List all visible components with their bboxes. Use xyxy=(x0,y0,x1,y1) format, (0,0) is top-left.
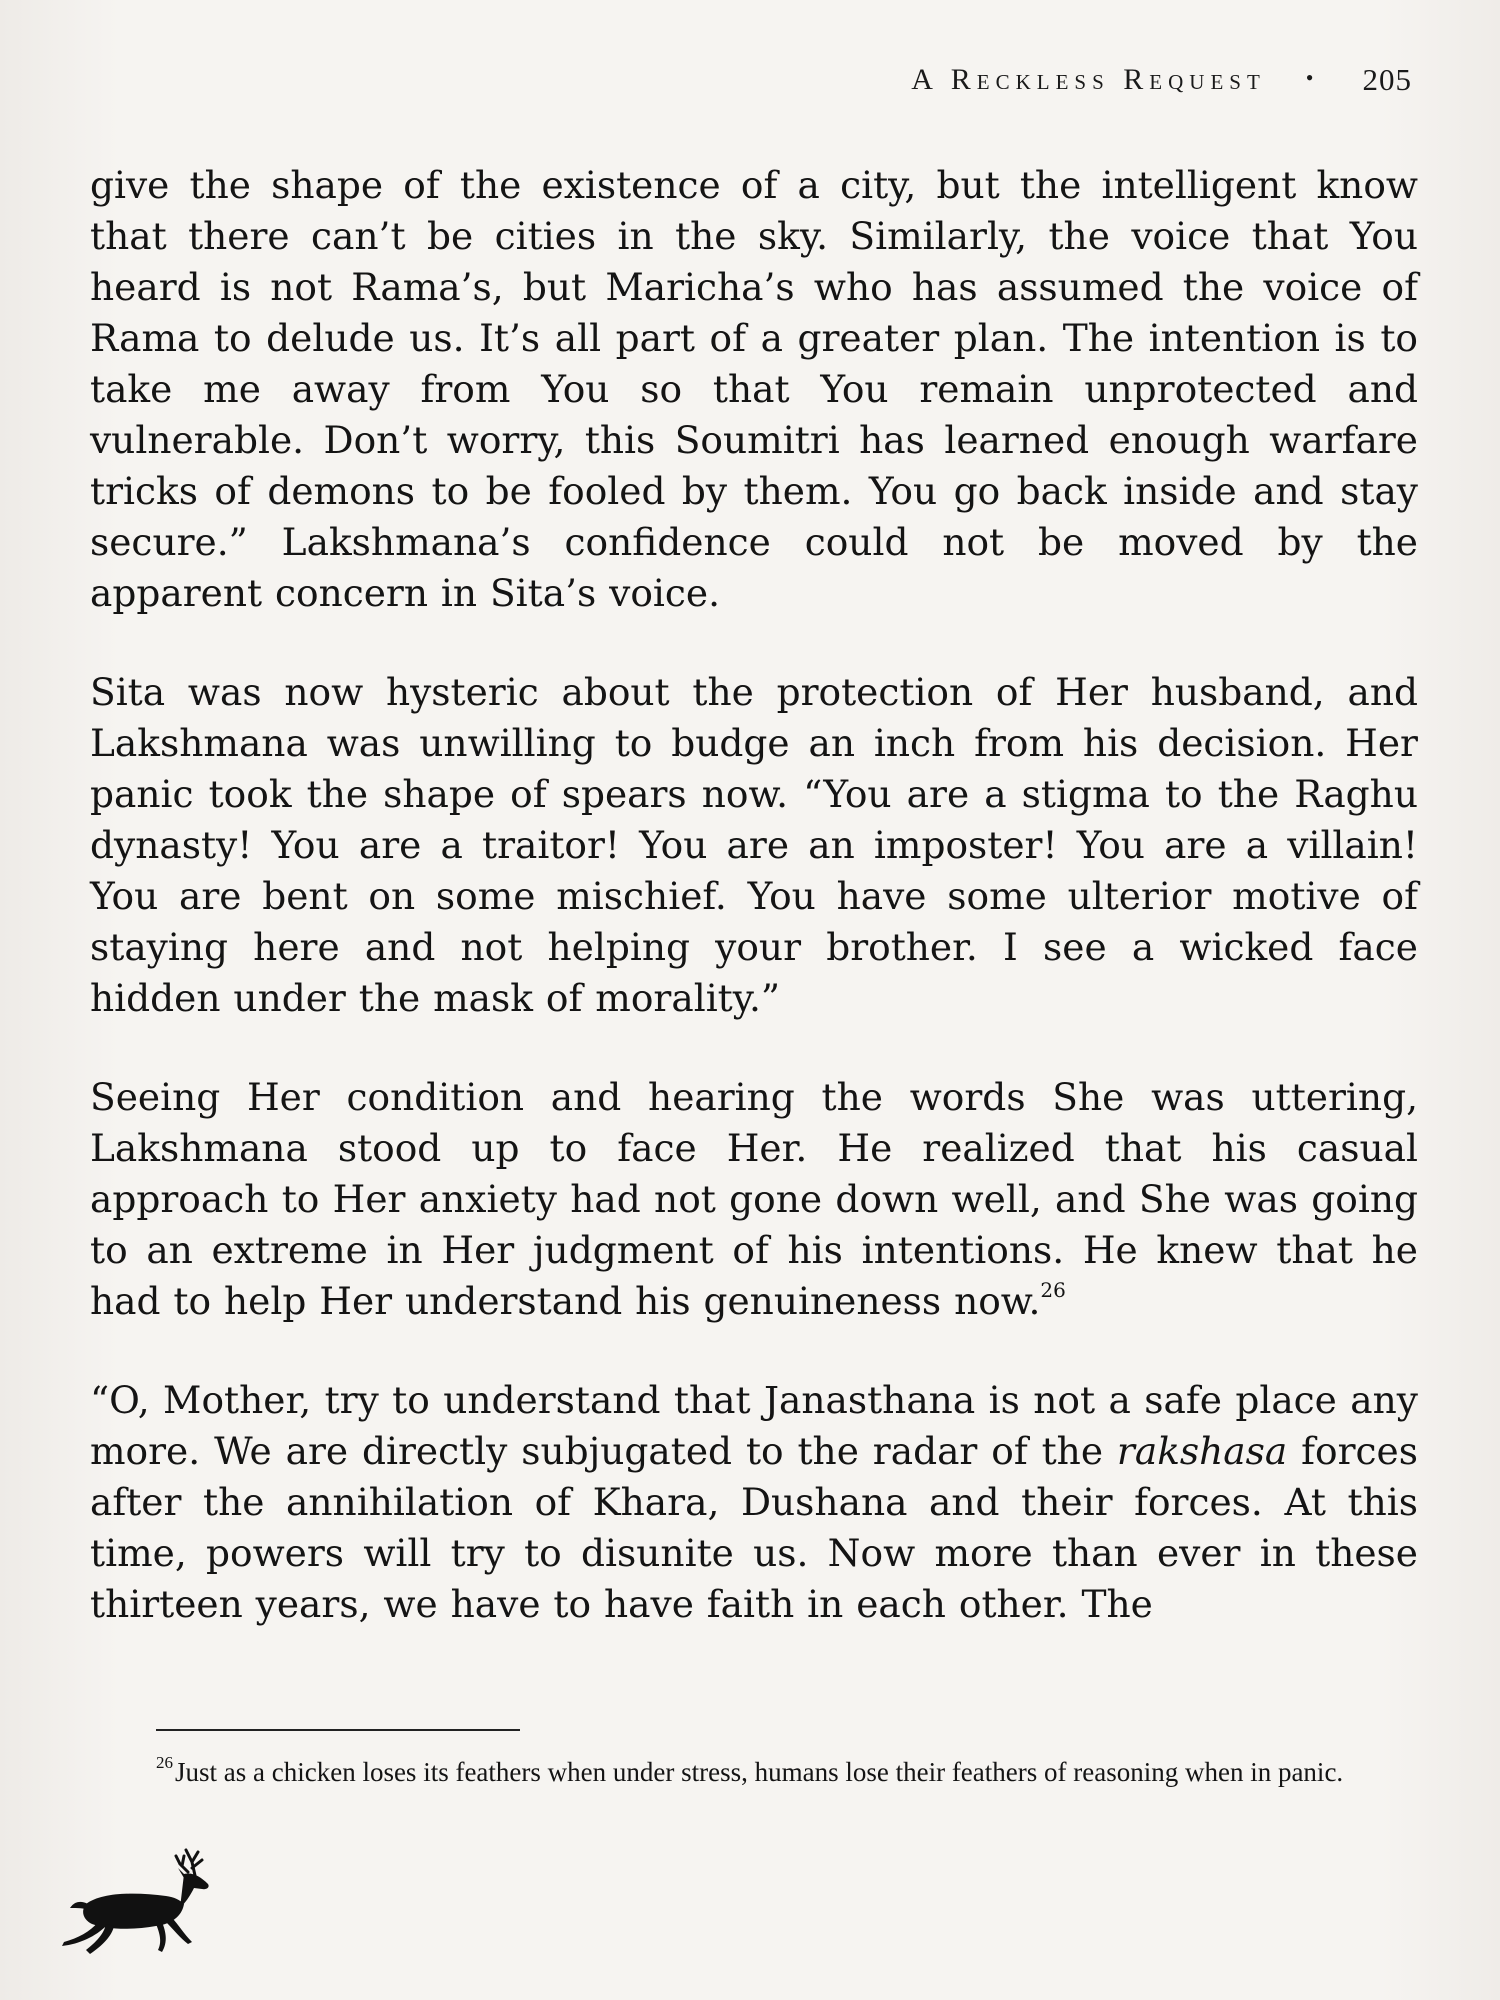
paragraph-1: give the shape of the existence of a city, but the intelligent know that there can’t be cities in the sky. Similarly, the voice that You heard is not Rama’s, but Maricha’s who has assumed the voice of Rama to delude us. It’s all part of a greater plan. The intention is to take me away from You so that You remain unprotected and vulnerable. Don’t worry, this Soumitri has learned enough warfare tricks of demons to be fooled by them. You go back inside and stay secure.” Lakshmana’s confidence could not be moved by the apparent concern in Sita’s voice. xyxy=(90,163,1418,615)
footnote-text: Just as a chicken loses its feathers when under stress, humans lose their feathers of reasoning when in panic. xyxy=(175,1757,1344,1787)
running-deer-icon xyxy=(46,1838,216,1958)
paragraph-4-after: forces after the annihilation of Khara, Dushana and their forces. At this time, powers will try to disunite us. Now more than ever in these thirteen years, we have to have faith in each other. The xyxy=(90,1429,1418,1626)
running-title: A Reckless Request xyxy=(911,63,1266,96)
page-number: 205 xyxy=(1362,62,1412,97)
paragraph-3-text: Seeing Her condition and hearing the words She was uttering, Lakshmana stood up to face Her. He realized that his casual approach to Her anxiety had not gone down well, and She was going to an extreme in Her judgment of his intentions. He knew that he had to help Her understand his genuineness now. xyxy=(90,1075,1418,1323)
footnote-divider xyxy=(156,1729,520,1731)
italic-term: rakshasa xyxy=(1116,1429,1288,1473)
running-head xyxy=(911,62,1412,98)
footnote-reference[interactable]: 26 xyxy=(1040,1277,1066,1302)
paragraph-4-before: “O, Mother, try to understand that Janasthana is not a safe place any more. We are directly subjugated to the radar of the xyxy=(90,1378,1418,1473)
paragraph-4 xyxy=(90,1375,1418,1630)
body-text xyxy=(90,160,1418,1630)
header-separator: • xyxy=(1305,65,1319,90)
paragraph-2: Sita was now hysteric about the protection of Her husband, and Lakshmana was unwilling to budge an inch from his decision. Her panic took the shape of spears now. “You are a stigma to the Raghu dynasty! You are a traitor! You are an imposter! You are a villain! You are bent on some mischief. You have some ulterior motive of staying here and not helping your brother. I see a wicked face hidden under the mask of morality.” xyxy=(90,670,1418,1020)
footnote-number: 26 xyxy=(156,1753,173,1772)
footnote xyxy=(156,1752,1366,1792)
paragraph-3 xyxy=(90,1072,1418,1327)
